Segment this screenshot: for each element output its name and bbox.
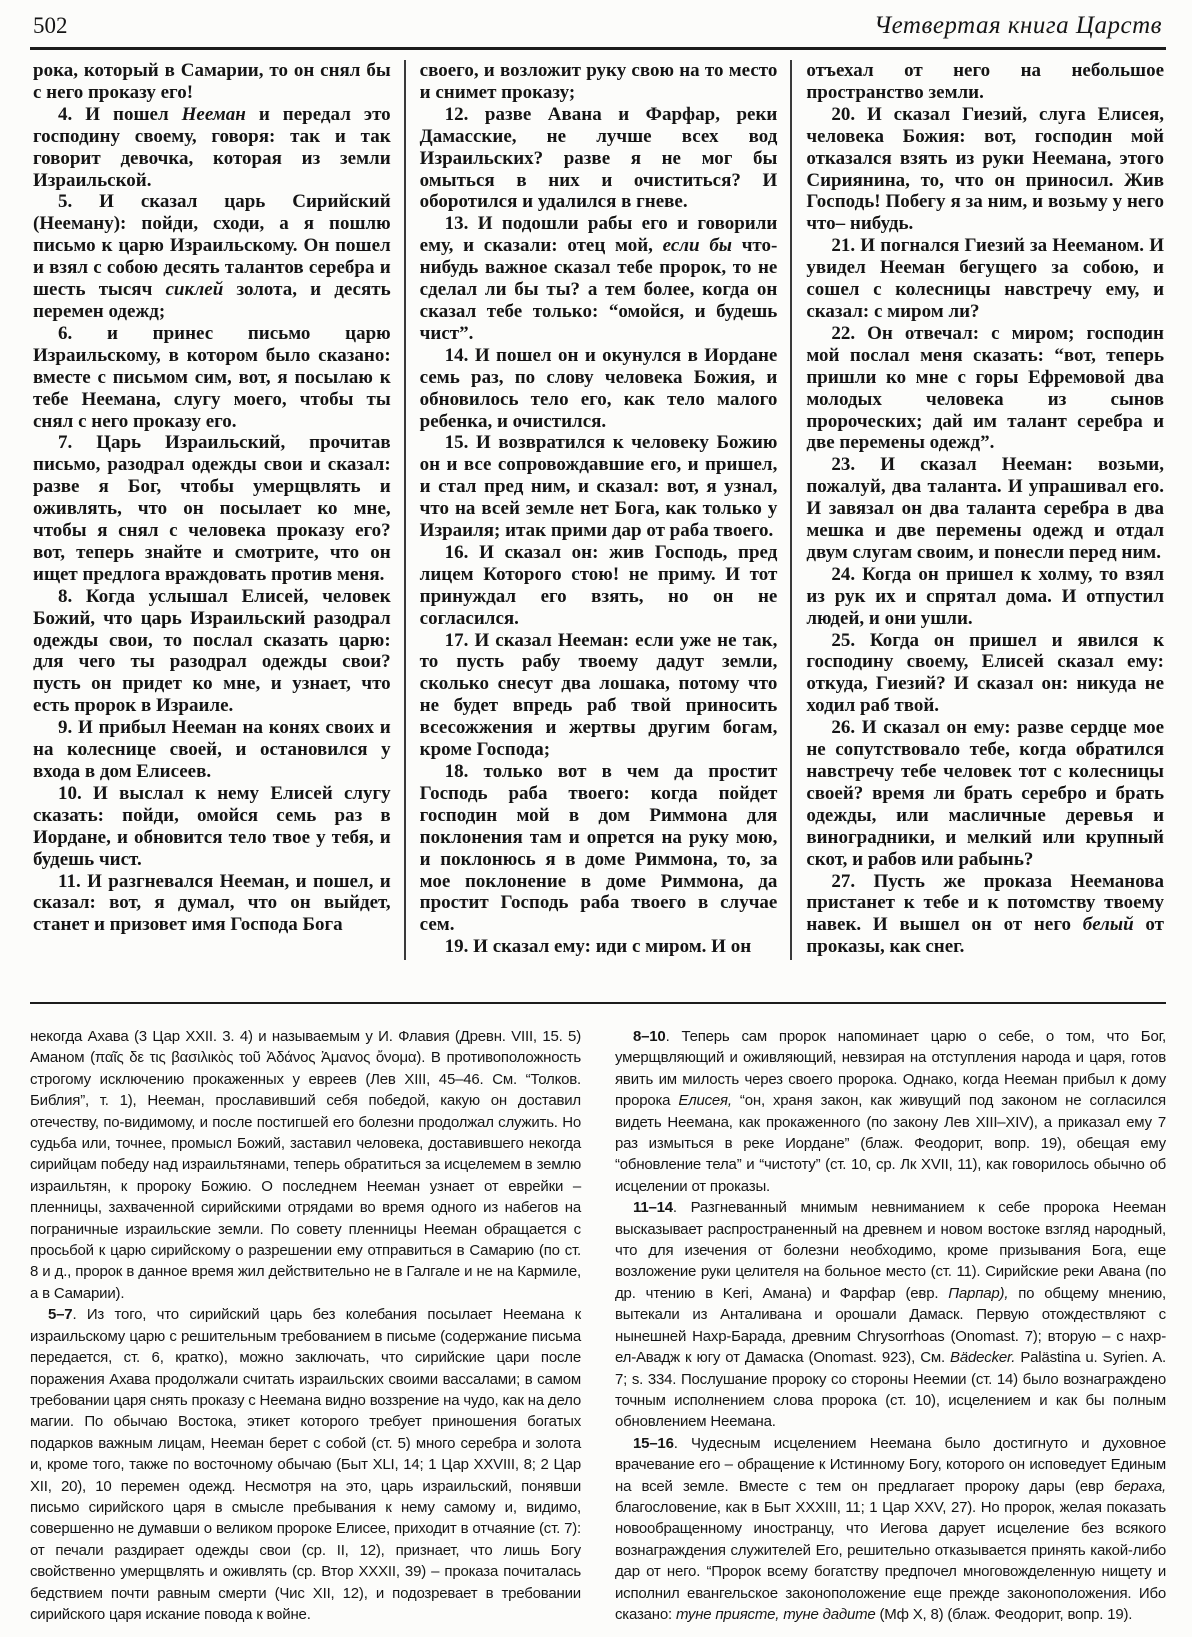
commentary-paragraph: некогда Ахава (3 Цар XXII. 3. 4) и называемым у И. Флавия (Древн. VIII, 15. 5) Аманом (παῖς δε τις βασιλικὸς τοῦ Ἀδάνος Ἀμανος ὄνομα). В противоположность строгому исключению прокаженных у евреев (Лев XIII, 45–46. См. “Толков. Библия”, т. 1), Нееман, прославивший себя победой, какую он доставил отечеству, по-видимому, и после постигшей его болезни продолжал служить. Но судьба или, точнее, промысл Божий, заставил человека, доставившего некогда сирийцам победу над израильтянами, теперь обратиться за исцелемем в землю израильтян, к пророку Божию. О последнем Нееман узнает от еврейки – пленницы, захваченной сирийскими отрядами во время одного из набегов на пограничные израильские земли. По совету пленницы Нееман обращается с просьбой к царю сирийскому о разрешении ему отправиться в Самарию (по ст. 8 и д., пророк в данное время жил действительно не в Галгале и не на Кармиле, а в Самарии).: [30, 1028, 581, 1302]
commentary-column-left: [30, 1026, 581, 1625]
bible-verse: 25. Когда он пришел и явился к господину своему, Елисей сказал ему: откуда, Гиезий? И сказал он: никуда не ходил раб твой.: [806, 629, 1165, 717]
commentary-section: [30, 1026, 1166, 1625]
bible-verse: 21. И погнался Гиезий за Нееманом. И увидел Нееман бегущего за собою, и сошел с колесницы навстречу ему, и сказал: с миром ли?: [806, 235, 1165, 322]
commentary-paragraph: 11–14. Разгневанный мнимым невниманием к себе пророка Нееман высказывает распространенный на древнем и новом востоке взгляд народный, что для изечения от болезни необходимо, кроме призывания Бога, еще возложение руки целителя на больное место (ст. 11). Сирийские реки Авана (по др. чтению в Keri, Амана) и Фарфар (евр. Парпар), по общему мнению, вытекали из Анталивана и орошали Дамаск. Первую отождествляют с нынешней Нахр-Барада, древним Chrysorrhoas (Onomast. 7); вторую – с нахр-ел-Авадж к югу от Дамаска (Onomast. 923), См. Bädecker. Palästina u. Syrien. A. 7; s. 334. Послушание пророку со стороны Неемии (ст. 14) было вознаграждено точным исполнением слова пророка (ст. 10), исцелением и как бы полным обновлением Неемана.: [615, 1199, 1166, 1431]
bible-column-3: [790, 60, 1164, 960]
bible-verse: 4. И пошел Нееман и передал это господину своему, говоря: так и так говорит девочка, которая из земли Израильской.: [33, 103, 391, 191]
bible-column-2: [404, 60, 778, 960]
bible-verse: 5. И сказал царь Сирийский (Нееману): пойди, сходи, а я пошлю письмо к царю Израильскому. Он пошел и взял с собою десять талантов серебра и шесть тысяч сиклей золота, и десять перемен одежд;: [33, 191, 391, 322]
bible-verse: 13. И подошли рабы его и говорили ему, и сказали: отец мой, если бы что-нибудь важное сказал тебе пророк, то не сделал ли бы ты? а тем более, когда он сказал тебе только: “омойся, и будешь чист”.: [419, 213, 778, 344]
bible-verse: 10. И выслал к нему Елисей слугу сказать: пойди, омойся семь раз в Иордане, и обновится тело твое у тебя, и будешь чист.: [33, 782, 391, 870]
bible-verse: 27. Пусть же проказа Нееманова пристанет к тебе и к потомству твоему навек. И вышел он от него белый от проказы, как снег.: [806, 870, 1165, 958]
bible-verse: своего, и возложит руку свою на то место и снимет проказу;: [419, 60, 778, 103]
bible-verse: 22. Он отвечал: с миром; господин мой послал меня сказать: “вот, теперь пришли ко мне с горы Ефремовой два молодых человека из сынов пророческих; дай им талант серебра и две перемены одежд”.: [806, 322, 1165, 454]
running-title: Четвертая книга Царств: [873, 12, 1162, 39]
commentary-paragraph: 5–7. Из того, что сирийский царь без колебания посылает Неемана к израильскому царю с решительным требованием в письме (содержание письма передается, ст. 6, кратко), можно заключать, что сирийские цари после поражения Ахава продолжали считать израильских своими вассалами; в самом требовании царя снять проказу с Неемана видно воззрение на чудо, как на дело магии. По обычаю Востока, этикет которого требует приношения богатых подарков важным лицам, Нееман берет с собой (ст. 5) много серебра и золота и, кроме того, также по восточному обычаю (Быт XLI, 14; 1 Цар XXVIII, 8; 2 Цар XII, 20), 10 перемен одежд. Несмотря на это, царь израильский, понявши письмо сирийского царя в смысле пребывания к нему самому и, видимо, совершенно не думавши о великом пророке Елисее, приходит в отчаяние (ст. 7): от печали раздирает одежды свои (ср. II, 12), признает, что лишь Богу свойственно умерщвлять и оживлять (ср. Втор XXXII, 39) – проказа почиталась бедствием почти равным смерти (Чис XII, 12), и подозревает в требовании сирийского царя искание повода к войне.: [30, 1306, 581, 1623]
bible-verse: 9. И прибыл Нееман на конях своих и на колеснице своей, и остановился у входа в дом Елисеев.: [33, 717, 391, 782]
bible-column-1: [33, 60, 391, 960]
section-divider-rule: [30, 1002, 1166, 1004]
bible-verse: 23. И сказал Нееман: возьми, пожалуй, два таланта. И упрашивал его. И завязал он два таланта серебра в два мешка и две перемены одежд и отдал двум слугам своим, и понесли перед ним.: [806, 454, 1165, 563]
bible-verse: 11. И разгневался Нееман, и пошел, и сказал: вот, я думал, что он выйдет, станет и призовет имя Господа Бога: [33, 870, 391, 936]
bible-verse: 20. И сказал Гиезий, слуга Елисея, человека Божия: вот, господин мой отказался взять из руки Неемана, этого Сириянина, то, что он приносил. Жив Господь! Побегу я за ним, и возьму у него что– нибудь.: [806, 103, 1165, 235]
bible-verse: 12. разве Авана и Фарфар, реки Дамасские, не лучше всех вод Израильских? разве я не мог бы омыться в них и очиститься? И оборотился и удалился в гневе.: [419, 103, 778, 213]
bible-verse: 24. Когда он пришел к холму, то взял из рук их и спрятал дома. И отпустил людей, и они ушли.: [806, 563, 1165, 629]
bible-verse: 26. И сказал он ему: разве сердце мое не сопутствовало тебе, когда обратился навстречу тебе человек тот с колесницы своей? время ли брать серебро и брать одежды, или масличные деревья и виноградники, и мелкий или крупный скот, и рабов или рабынь?: [806, 717, 1165, 870]
bible-text-section: [33, 60, 1164, 960]
bible-verse: 19. И сказал ему: иди с миром. И он: [444, 936, 752, 958]
bible-verse: отъехал от него на небольшое пространство земли.: [806, 60, 1165, 103]
bible-verse: 16. И сказал он: жив Господь, пред лицем Которого стою! не приму. И тот принуждал его взять, но он не согласился.: [419, 541, 778, 629]
commentary-paragraph: 15–16. Чудесным исцелением Неемана было достигнуто и духовное врачевание его – обращение к Истинному Богу, которого он исповедует Единым на всей земле. Вместе с тем он предлагает пророку дары (евр бераха, благословение, как в Быт XXXIII, 11; 1 Цар XXV, 27). Но пророк, желая показать новообращенному иностранцу, что Иегова дарует исцеление без всякого вознаграждения служителей Его, решительно отказывается принять какой-либо дар от него. “Пророк всему богатству предпочел многовожделенную нищету и исполнил евангельское законоположение еще прежде законоположения. Ибо сказано: туне приясте, туне дадите (Мф X, 8) (блаж. Феодорит, вопр. 19).: [615, 1434, 1166, 1623]
commentary-column-right: [615, 1026, 1166, 1625]
bible-verse: 18. только вот в чем да простит Господь раба твоего: когда пойдет господин мой в дом Риммона для поклонения там и опрется на руку мою, и поклонюсь я в доме Риммона, то, за мое поклонение в доме Риммона, да простит Господь раба твоего в случае сем.: [419, 761, 778, 936]
bible-verse: 14. И пошел он и окунулся в Иордане семь раз, по слову человека Божия, и обновилось тело его, как тело малого ребенка, и очистился.: [419, 344, 778, 432]
page-number: 502: [33, 13, 68, 38]
bible-verse: 7. Царь Израильский, прочитав письмо, разодрал одежды свои и сказал: разве я Бог, чтобы умерщвлять и оживлять, что он посылает ко мне, чтобы я снял с человека проказу его? вот, теперь знайте и смотрите, что он ищет предлога враждовать против меня.: [33, 432, 391, 585]
bible-verse: 6. и принес письмо царю Израильскому, в котором было сказано: вместе с письмом сим, вот, я посылаю к тебе Неемана, слугу моего, чтобы ты снял с него проказу его.: [33, 322, 391, 432]
bible-verse: 17. И сказал Нееман: если уже не так, то пусть рабу твоему дадут земли, сколько снесут два лошака, потому что не будет впредь раб твой приносить всесожжения и жертвы другим богам, кроме Господа;: [419, 629, 778, 761]
commentary-paragraph: 8–10. Теперь сам пророк напоминает царю о себе, о том, что Бог, умерщвляющий и оживляющий, невзирая на отступления народа и царя, готов явить им милость через своего пророка. Однако, когда Нееман прибыл к дому пророка Елисея, “он, храня закон, как живущий под законом не согласился видеть Неемана, как прокаженного (по закону Лев XIII–XIV), а приказал ему 7 раз измыться в реке Иордане” (блаж. Феодорит, вопр. 19), обещая ему “обновление тела” и “чистоту” (ст. 10, ср. Лк XVII, 11), как говорилось обычно об исцелении от проказы.: [615, 1028, 1166, 1195]
header-rule: [30, 47, 1166, 50]
bible-verse: рока, который в Самарии, то он снял бы с него проказу его!: [33, 60, 391, 103]
page-header: [33, 12, 1162, 40]
bible-verse: 15. И возвратился к человеку Божию он и все сопровождавшие его, и пришел, и стал пред ним, и сказал: вот, я узнал, что на всей земле нет Бога, как только у Израиля; итак прими дар от раба твоего.: [419, 432, 778, 542]
bible-verse: 8. Когда услышал Елисей, человек Божий, что царь Израильский разодрал одежды свои, то послал сказать царю: для чего ты разодрал одежды свои? пусть он придет ко мне, и узнает, что есть пророк в Израиле.: [33, 585, 391, 717]
